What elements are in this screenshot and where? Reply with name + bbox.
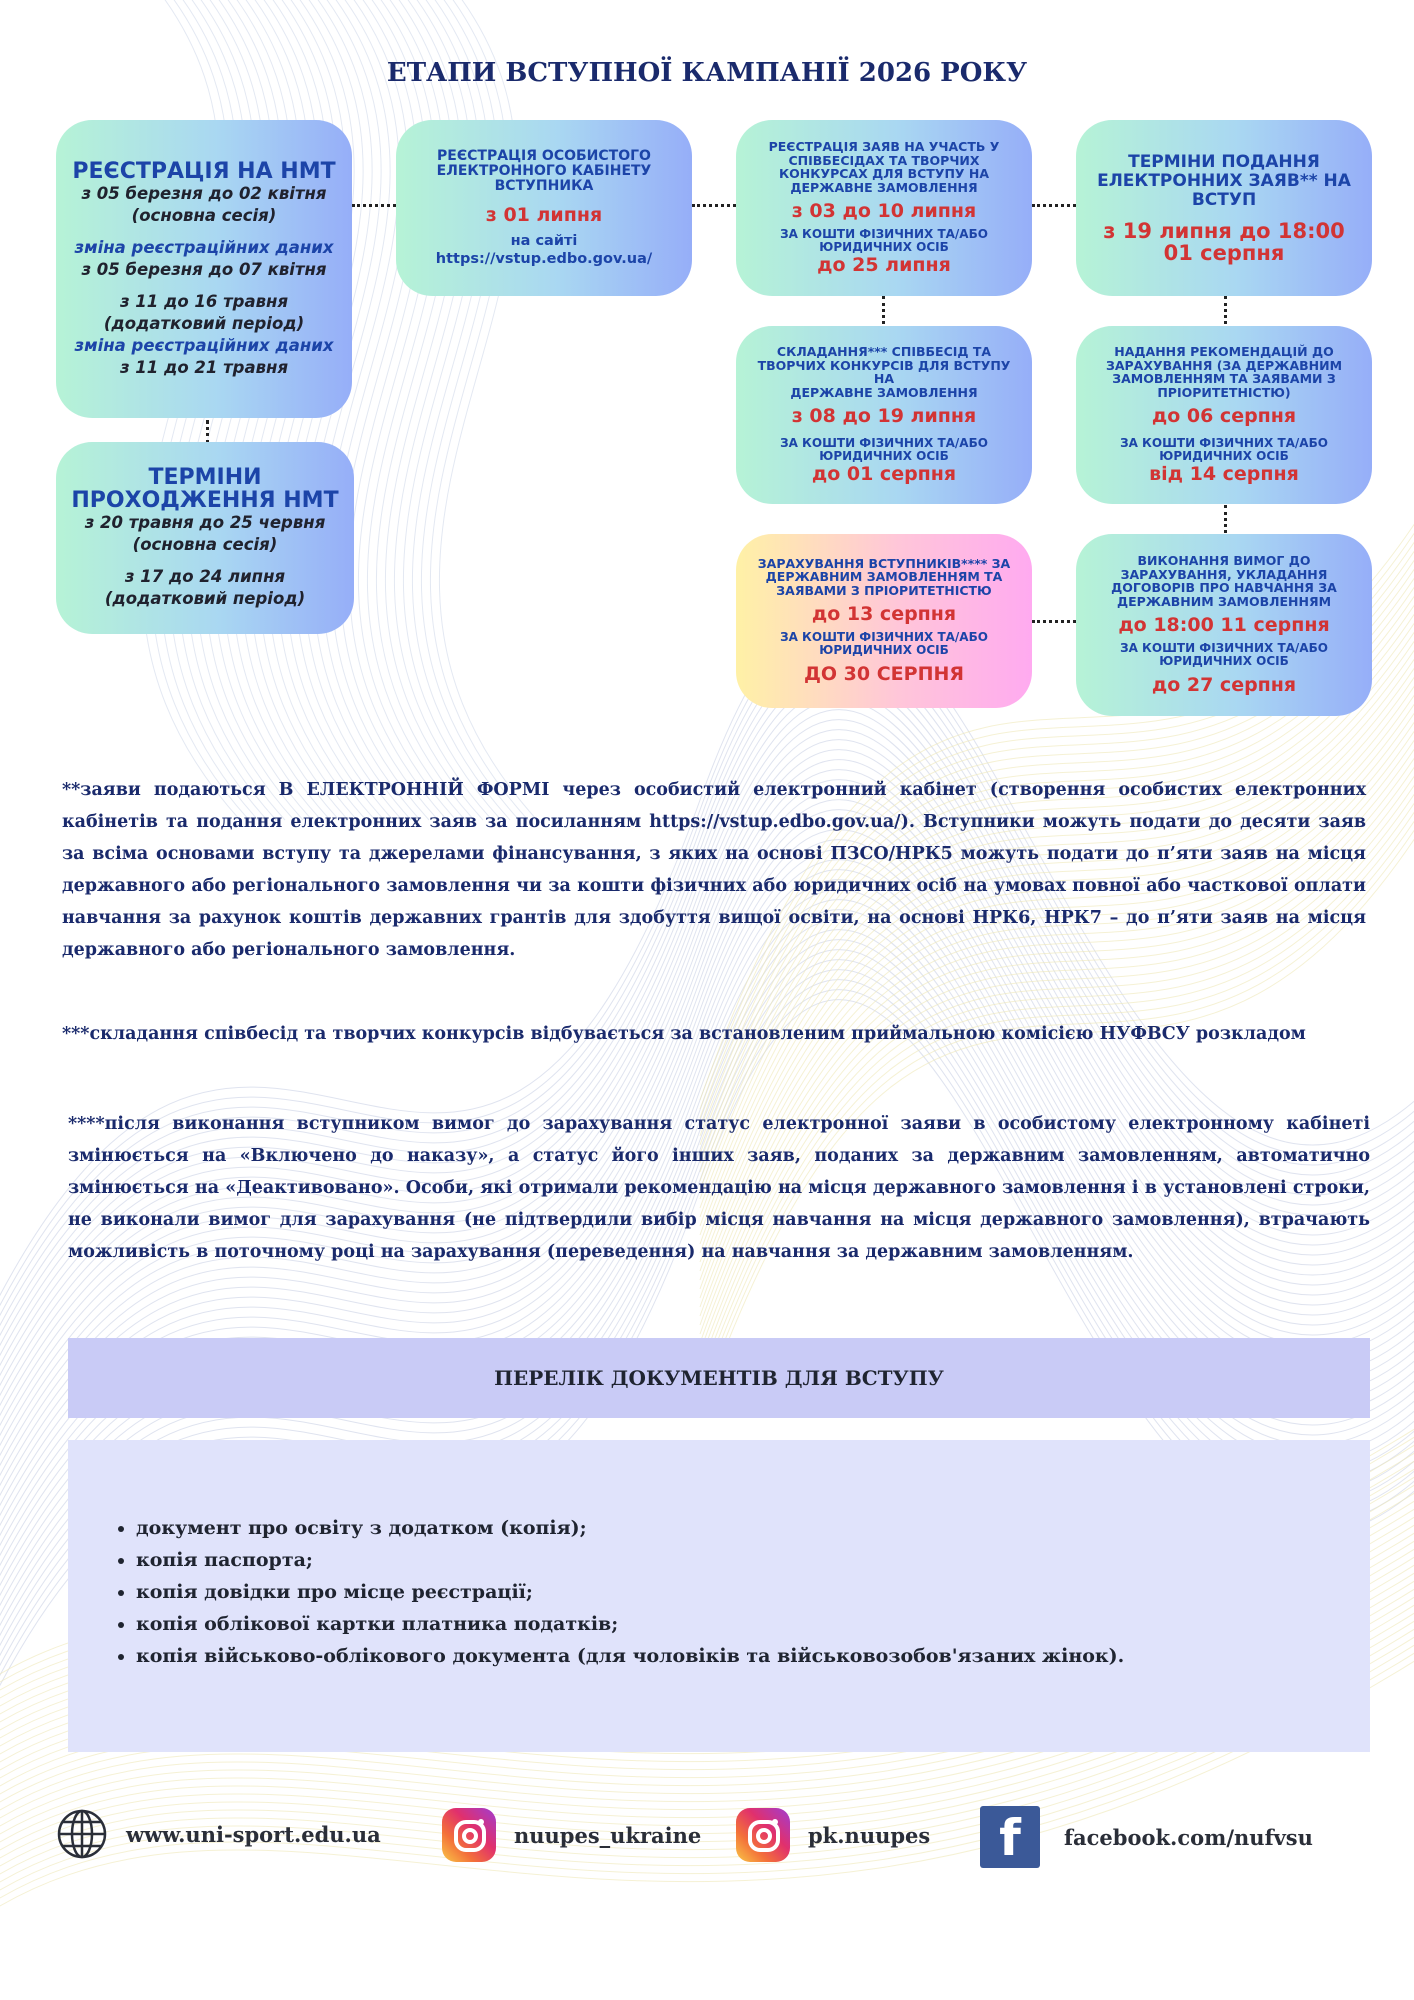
session-note: (додатковий період) xyxy=(104,589,306,608)
instagram-icon xyxy=(442,1808,496,1862)
private-funding-label: ЗА КОШТИ ФІЗИЧНИХ ТА/АБО xyxy=(780,630,988,645)
box-heading: ДЕРЖАВНЕ ЗАМОВЛЕННЯ xyxy=(790,179,978,195)
box-heading: ЗАМОВЛЕННЯМ ТА ЗАЯВАМИ З xyxy=(1112,371,1336,386)
connector-dots xyxy=(352,204,396,207)
box-heading: НАДАННЯ РЕКОМЕНДАЦІЙ ДО xyxy=(1114,344,1334,359)
date-range: з 05 березня до 07 квітня xyxy=(81,259,327,279)
instagram-link-pk-nuupes[interactable] xyxy=(736,1808,930,1862)
date-range: з 17 до 24 липня xyxy=(124,567,286,586)
date-red: до 06 серпня xyxy=(1151,405,1297,427)
box-heading: СПІВБЕСІДАХ ТА ТВОРЧИХ xyxy=(788,152,980,168)
box-heading: ДЕРЖАВНИМ ЗАМОВЛЕННЯМ xyxy=(1116,593,1332,609)
connector-dots xyxy=(1224,505,1227,533)
recommendations-box xyxy=(1076,326,1372,504)
cabinet-registration-box xyxy=(396,120,692,296)
connector-dots xyxy=(1032,620,1076,623)
box-heading: СКЛАДАННЯ*** СПІВБЕСІД ТА xyxy=(776,344,992,359)
instagram-icon xyxy=(736,1808,790,1862)
private-funding-label: ЮРИДИЧНИХ ОСІБ xyxy=(819,643,949,658)
box-heading: ТВОРЧИХ КОНКУРСІВ ДЛЯ ВСТУПУ НА xyxy=(757,357,1011,386)
instagram-handle: nuupes_ukraine xyxy=(514,1822,702,1848)
website-link[interactable] xyxy=(56,1808,381,1860)
date-red: з 03 до 10 липня xyxy=(791,200,977,222)
box-heading: ТЕРМІНИ xyxy=(148,465,262,490)
private-funding-label: ЮРИДИЧНИХ ОСІБ xyxy=(1159,449,1289,463)
footnote-interviews: ***складання співбесід та творчих конкурсів відбувається за встановленим приймальною комісією НУФВСУ розкладом xyxy=(62,1024,1306,1044)
connector-dots xyxy=(1032,204,1076,207)
box-heading: ДОГОВОРІВ ПРО НАВЧАННЯ ЗА xyxy=(1111,580,1337,595)
globe-icon xyxy=(56,1808,108,1860)
date-range: з 11 до 21 травня xyxy=(119,357,289,377)
box-heading: ПРОХОДЖЕННЯ НМТ xyxy=(71,488,339,513)
session-note: (основна сесія) xyxy=(132,535,278,554)
list-item: • копія військово-облікового документа (для чоловіків та військовозобов'язаних жінок). xyxy=(136,1640,1124,1672)
box-heading: ПРІОРИТЕТНІСТЮ) xyxy=(1157,384,1291,400)
box-heading: ЗАРАХУВАННЯ, УКЛАДАННЯ xyxy=(1120,566,1328,582)
box-heading: ЗАРАХУВАННЯ (ЗА ДЕРЖАВНИМ xyxy=(1105,357,1343,373)
date-red: з 19 липня до 18:00 xyxy=(1103,218,1345,243)
nmt-registration-box xyxy=(56,120,352,418)
date-red: до 01 серпня xyxy=(811,463,957,485)
change-data-label: зміна реєстраційних даних xyxy=(74,335,334,355)
box-heading: ТЕРМІНИ ПОДАННЯ xyxy=(1128,151,1320,172)
box-heading: ВСТУПНИКА xyxy=(494,177,594,194)
interview-registration-box xyxy=(736,120,1032,296)
list-item: • копія паспорта; xyxy=(136,1544,1124,1576)
box-heading: ДЕРЖАВНИМ ЗАМОВЛЕННЯМ ТА xyxy=(765,569,1003,585)
date-range: з 05 березня до 02 квітня xyxy=(81,183,327,203)
box-heading: ЕЛЕКТРОННОГО КАБІНЕТУ xyxy=(436,162,652,179)
documents-panel xyxy=(68,1440,1370,1752)
private-funding-label: ЮРИДИЧНИХ ОСІБ xyxy=(1159,654,1289,668)
session-note: (основна сесія) xyxy=(131,205,277,225)
session-note: (додатковий період) xyxy=(103,313,305,333)
box-heading: ВСТУП xyxy=(1191,189,1257,210)
box-heading: ЗАЯВАМИ З ПРІОРИТЕТНІСТЮ xyxy=(776,582,992,598)
date-red: 01 серпня xyxy=(1163,240,1285,265)
facebook-text: facebook.com/nufvsu xyxy=(1064,1824,1313,1850)
connector-dots xyxy=(692,204,736,207)
connector-dots xyxy=(882,296,885,324)
list-item: • копія довідки про місце реєстрації; xyxy=(136,1576,1124,1608)
date-red: від 14 серпня xyxy=(1149,463,1299,485)
box-heading: РЕЄСТРАЦІЯ ОСОБИСТОГО xyxy=(437,147,651,164)
site-label: на сайті xyxy=(510,232,578,249)
applications-box xyxy=(1076,120,1372,296)
facebook-icon: f xyxy=(980,1806,1040,1868)
date-red: до 18:00 11 серпня xyxy=(1118,614,1330,636)
date-red: до 25 липня xyxy=(817,254,951,276)
private-funding-label: ЗА КОШТИ ФІЗИЧНИХ ТА/АБО xyxy=(780,227,988,241)
date-range: з 11 до 16 травня xyxy=(119,291,289,311)
vstup-site-link[interactable]: https://vstup.edbo.gov.ua/ xyxy=(435,250,653,267)
page-title: ЕТАПИ ВСТУПНОЇ КАМПАНІЇ 2026 РОКУ xyxy=(386,58,1028,88)
footnote-applications: **заяви подаються В ЕЛЕКТРОННІЙ ФОРМІ через особистий електронний кабінет (створення особистих електронних кабінетів та подання електронних заяв за посиланням https://vstup.edbo.gov.ua/). Вступники можуть подати до десяти заяв за всіма основами вступу та джерелами фінансування, з яких на основі ПЗСО/НРК5 можуть подати до п’яти заяв на місця державного або регіонального замовлення чи за кошти фізичних або юридичних осіб на умовах повної або часткової оплати навчання за рахунок коштів державних грантів для здобуття вищої освіти, на основі НРК6, НРК7 – до п’яти заяв на місця державного або регіонального замовлення. xyxy=(62,780,1366,960)
enrollment-box xyxy=(736,534,1032,708)
box-heading: ДЕРЖАВНЕ ЗАМОВЛЕННЯ xyxy=(790,384,978,400)
box-heading: РЕЄСТРАЦІЯ НА НМТ xyxy=(72,158,336,184)
connector-dots xyxy=(206,420,209,444)
date-red: з 08 до 19 липня xyxy=(791,405,977,427)
private-funding-label: ЗА КОШТИ ФІЗИЧНИХ ТА/АБО xyxy=(780,436,988,450)
box-heading: ВИКОНАННЯ ВИМОГ ДО xyxy=(1137,553,1311,568)
list-item: • копія облікової картки платника податків; xyxy=(136,1608,1124,1640)
interviews-box xyxy=(736,326,1032,504)
date-red: до 13 серпня xyxy=(811,603,957,626)
date-range: з 20 травня до 25 червня xyxy=(84,513,326,532)
private-funding-label: ЮРИДИЧНИХ ОСІБ xyxy=(819,240,949,254)
connector-dots xyxy=(1224,296,1227,324)
documents-heading: ПЕРЕЛІК ДОКУМЕНТІВ ДЛЯ ВСТУПУ xyxy=(68,1338,1370,1418)
box-heading: ЕЛЕКТРОННИХ ЗАЯВ** НА xyxy=(1097,170,1351,191)
nmt-terms-box xyxy=(56,442,354,634)
requirements-box xyxy=(1076,534,1372,716)
date-red: з 01 липня xyxy=(485,203,603,226)
instagram-handle: pk.nuupes xyxy=(808,1822,931,1848)
change-data-label: зміна реєстраційних даних xyxy=(74,237,334,257)
footnote-enrollment: ****після виконання вступником вимог до зарахування статус електронної заяви в особистому електронному кабінеті змінюється на «Включено до наказу», а статус його інших заяв, поданих за державним замовленням, автоматично змінюється на «Деактивовано». Особи, які отримали рекомендацію на місця державного замовлення і в установлені строки, не виконали вимог для зарахування (не підтвердили вибір місця навчання на місця державного замовлення), втрачають можливість в поточному році на зарахування (переведення) на навчання за державним замовленням. xyxy=(68,1114,1370,1262)
private-funding-label: ЮРИДИЧНИХ ОСІБ xyxy=(819,449,949,463)
website-text: www.uni-sport.edu.ua xyxy=(126,1821,381,1847)
date-red: до 27 серпня xyxy=(1151,674,1297,696)
private-funding-label: ЗА КОШТИ ФІЗИЧНИХ ТА/АБО xyxy=(1120,436,1328,450)
box-heading: ЗАРАХУВАННЯ ВСТУПНИКІВ**** ЗА xyxy=(757,555,1011,571)
facebook-link[interactable] xyxy=(980,1806,1313,1868)
box-heading: РЕЄСТРАЦІЯ ЗАЯВ НА УЧАСТЬ У xyxy=(768,139,1000,154)
list-item: • документ про освіту з додатком (копія); xyxy=(136,1512,1124,1544)
private-funding-label: ЗА КОШТИ ФІЗИЧНИХ ТА/АБО xyxy=(1120,641,1328,655)
box-heading: КОНКУРСАХ ДЛЯ ВСТУПУ НА xyxy=(778,166,990,181)
documents-list xyxy=(106,1512,1124,1672)
instagram-link-nuupes-ukraine[interactable] xyxy=(442,1808,701,1862)
date-red: ДО 30 СЕРПНЯ xyxy=(803,663,965,686)
